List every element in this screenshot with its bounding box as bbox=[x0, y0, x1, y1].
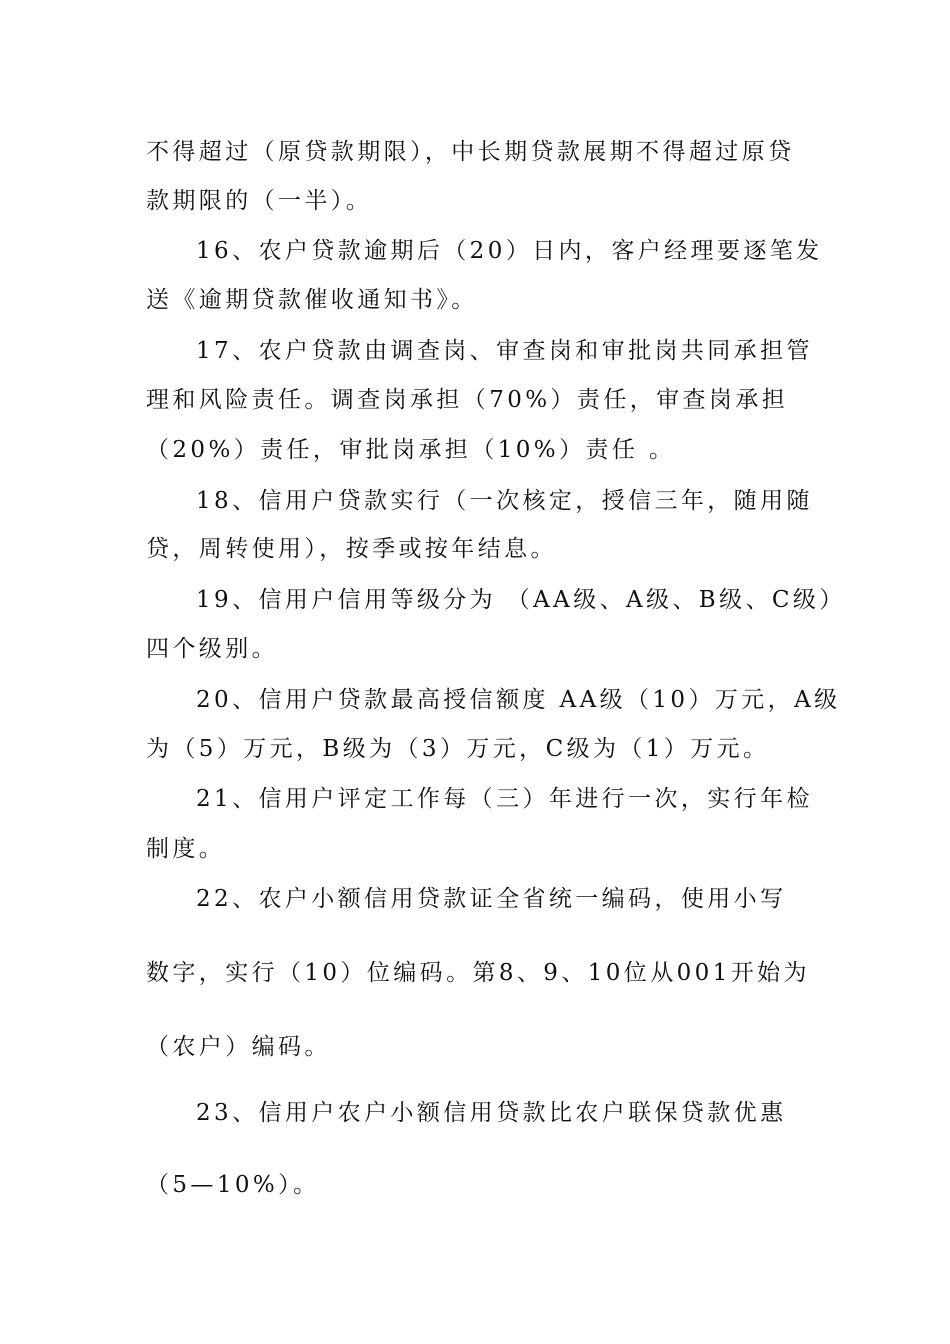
text-line: 21、信用户评定工作每（三）年进行一次，实行年检 bbox=[196, 786, 813, 812]
text-line: 16、农户贷款逾期后（20）日内，客户经理要逐笔发 bbox=[196, 238, 823, 264]
text-line: 18、信用户贷款实行（一次核定，授信三年，随用随 bbox=[196, 488, 813, 514]
text-line: （20%）责任，审批岗承担（10%）责任 。 bbox=[146, 437, 676, 463]
text-line: （农户）编码。 bbox=[146, 1034, 331, 1060]
text-line: 数字，实行（10）位编码。第8、9、10位从001开始为 bbox=[146, 960, 810, 986]
text-line: 理和风险责任。调查岗承担（70%）责任，审查岗承担 bbox=[146, 387, 789, 413]
text-line: 不得超过（原贷款期限），中长期贷款展期不得超过原贷 bbox=[146, 139, 795, 165]
text-line: 四个级别。 bbox=[146, 636, 278, 662]
text-line: 贷，周转使用），按季或按年结息。 bbox=[146, 536, 557, 562]
text-line: 17、农户贷款由调查岗、审查岗和审批岗共同承担管 bbox=[196, 338, 813, 364]
text-line: （5—10%）。 bbox=[146, 1172, 320, 1198]
text-line: 送《逾期贷款催收通知书》。 bbox=[146, 287, 478, 313]
text-line: 22、农户小额信用贷款证全省统一编码，使用小写 bbox=[196, 886, 787, 912]
text-line: 制度。 bbox=[146, 836, 226, 862]
text-line: 为（5）万元，B级为（3）万元，C级为（1）万元。 bbox=[146, 736, 770, 762]
text-line: 20、信用户贷款最高授信额度 AA级（10）万元，A级 bbox=[196, 687, 841, 713]
text-line: 19、信用户信用等级分为 （AA级、A级、B级、C级） bbox=[196, 587, 846, 613]
text-line: 23、信用户农户小额信用贷款比农户联保贷款优惠 bbox=[196, 1100, 787, 1126]
text-line: 款期限的（一半）。 bbox=[146, 188, 373, 214]
